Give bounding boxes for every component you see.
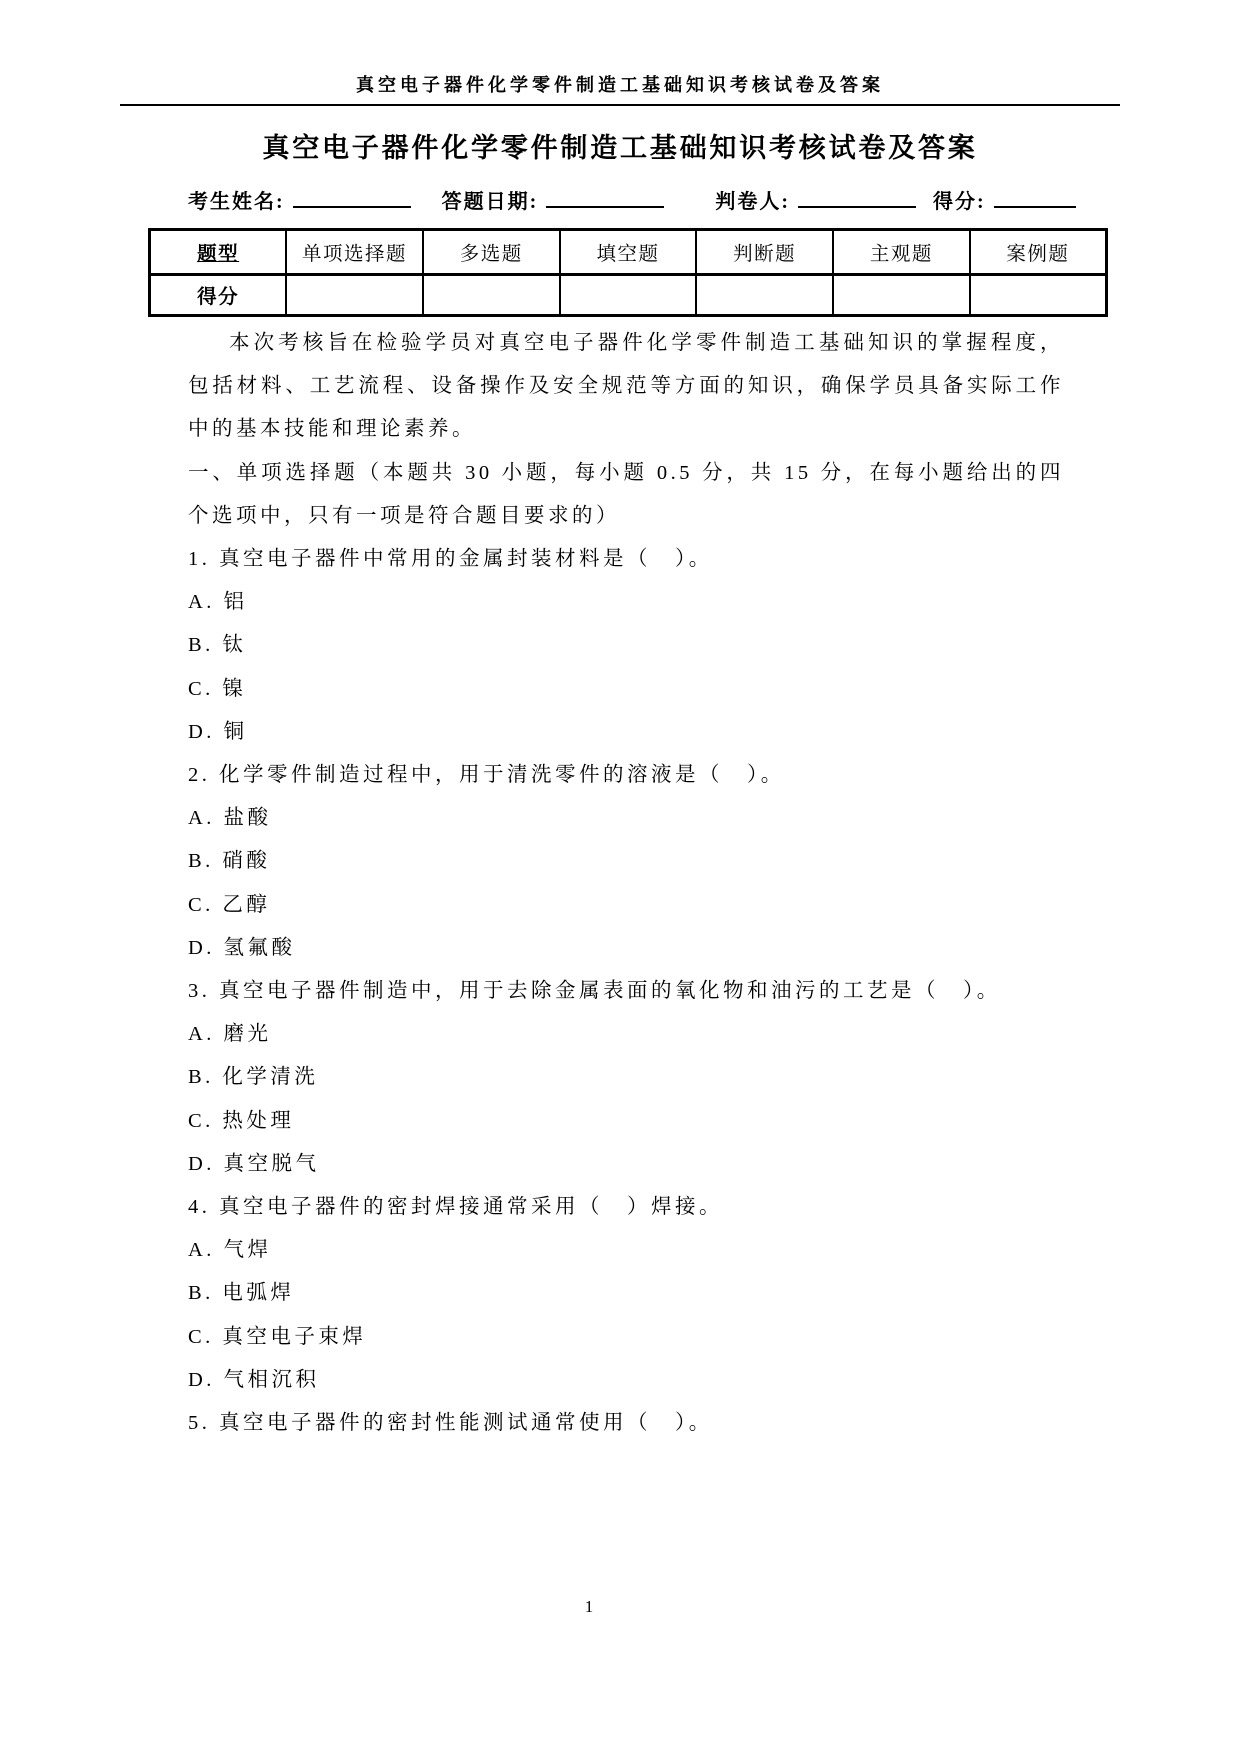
question-option: C. 真空电子束焊 [188, 1325, 367, 1348]
exam-body [188, 322, 1064, 1445]
section-heading: 一、单项选择题（本题共 30 小题，每小题 0.5 分，共 15 分，在每小题给出的四个选项中，只有一项是符合题目要求的） [188, 461, 1064, 527]
question-option: B. 钛 [188, 634, 247, 657]
type-header-cell: 题型 [150, 230, 287, 275]
question-option: B. 化学清洗 [188, 1066, 319, 1089]
question-5 [188, 1402, 1064, 1445]
type-cell-fill-blank: 填空题 [560, 230, 697, 275]
question-4 [188, 1186, 1064, 1402]
question-option: A. 气焊 [188, 1239, 272, 1262]
question-text: 4. 真空电子器件的密封焊接通常采用（ ）焊接。 [188, 1196, 723, 1219]
score-blank [994, 186, 1076, 208]
answer-date-blank [546, 186, 664, 208]
score-field [933, 186, 1076, 216]
score-empty-cell [560, 275, 697, 316]
type-cell-multi-choice: 多选题 [423, 230, 560, 275]
grader-label: 判卷人: [715, 191, 791, 213]
candidate-name-field [188, 186, 411, 216]
question-option: D. 铜 [188, 720, 248, 743]
grader-field [715, 186, 916, 216]
question-text: 1. 真空电子器件中常用的金属封装材料是（ ）。 [188, 548, 713, 571]
question-option: C. 乙醇 [188, 893, 271, 916]
question-2 [188, 754, 1064, 970]
type-cell-true-false: 判断题 [696, 230, 833, 275]
question-text: 2. 化学零件制造过程中，用于清洗零件的溶液是（ ）。 [188, 764, 785, 787]
score-empty-cell [696, 275, 833, 316]
question-option: A. 盐酸 [188, 807, 272, 830]
candidate-name-label: 考生姓名: [188, 191, 285, 213]
score-table [148, 228, 1108, 317]
type-cell-case: 案例题 [970, 230, 1107, 275]
answer-date-field [442, 186, 665, 216]
question-option: B. 电弧焊 [188, 1282, 295, 1305]
question-option: B. 硝酸 [188, 850, 271, 873]
score-label: 得分: [933, 191, 986, 213]
candidate-name-blank [293, 186, 411, 208]
document-title: 真空电子器件化学零件制造工基础知识考核试卷及答案 [262, 133, 978, 163]
question-option: D. 真空脱气 [188, 1152, 320, 1175]
question-option: C. 镍 [188, 677, 247, 700]
score-row [150, 275, 1107, 316]
running-header-title: 真空电子器件化学零件制造工基础知识考核试卷及答案 [356, 75, 884, 95]
question-option: D. 氢氟酸 [188, 936, 296, 959]
question-option: D. 气相沉积 [188, 1368, 320, 1391]
score-empty-cell [423, 275, 560, 316]
header-divider [120, 104, 1120, 106]
score-label-cell: 得分 [150, 275, 287, 316]
type-cell-single-choice: 单项选择题 [286, 230, 423, 275]
answer-date-label: 答题日期: [441, 191, 539, 213]
question-option: A. 磨光 [188, 1023, 272, 1046]
question-text: 3. 真空电子器件制造中，用于去除金属表面的氧化物和油污的工艺是（ ）。 [188, 980, 1001, 1003]
question-type-row [150, 230, 1107, 275]
intro-paragraph: 本次考核旨在检验学员对真空电子器件化学零件制造工基础知识的掌握程度，包括材料、工艺流程、设备操作及安全规范等方面的知识，确保学员具备实际工作中的基本技能和理论素养。 [188, 332, 1064, 441]
score-empty-cell [970, 275, 1107, 316]
question-3 [188, 970, 1064, 1186]
score-empty-cell [833, 275, 970, 316]
candidate-info-line [188, 186, 1240, 216]
question-option: A. 铝 [188, 591, 248, 614]
question-text: 5. 真空电子器件的密封性能测试通常使用（ ）。 [188, 1412, 713, 1435]
question-1 [188, 538, 1064, 754]
page-number: 1 [584, 1597, 594, 1616]
grader-blank [798, 186, 916, 208]
question-option: C. 热处理 [188, 1109, 295, 1132]
score-empty-cell [286, 275, 423, 316]
type-cell-subjective: 主观题 [833, 230, 970, 275]
